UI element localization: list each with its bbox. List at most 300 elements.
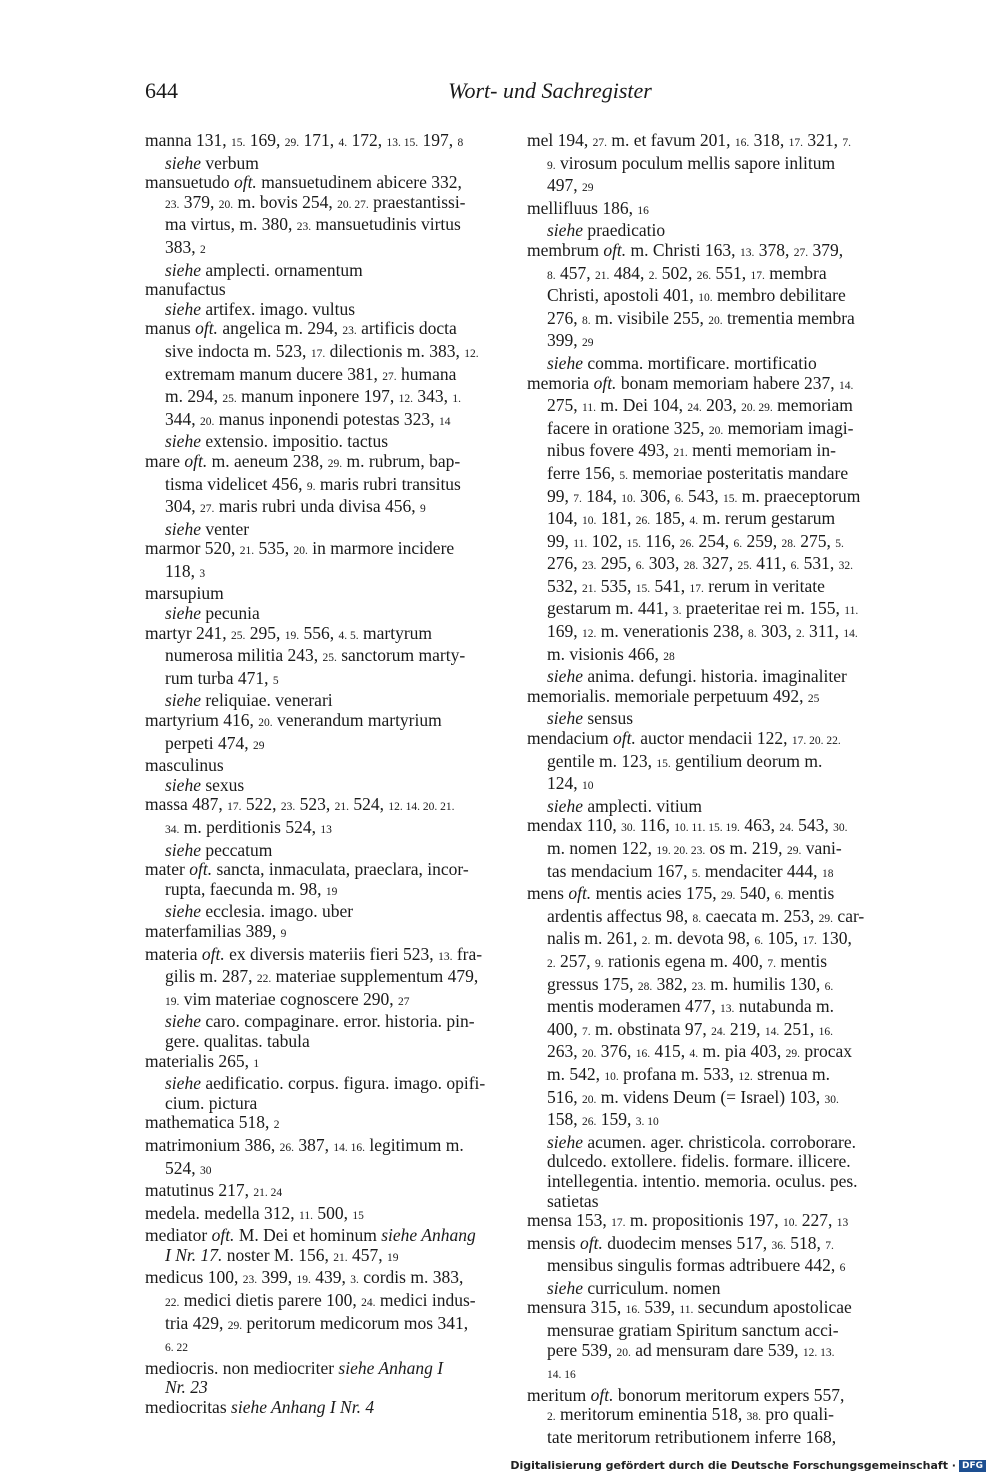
line-number-ref: 19. [165, 995, 180, 1008]
index-line [527, 464, 887, 487]
entry-text: vim materiae cognoscere 290, [179, 988, 399, 1009]
entry-text: mansuetudinis virtus [311, 214, 461, 235]
index-line [527, 622, 887, 645]
line-number-ref: 19 [325, 885, 338, 898]
line-number-ref: 20. [200, 415, 215, 428]
index-line [145, 776, 505, 796]
entry-text: 227, [797, 1210, 837, 1231]
line-number-ref: 13 [836, 1217, 849, 1230]
entry-text: 379, [179, 191, 219, 212]
index-line [145, 319, 505, 342]
line-number-ref: 5 [272, 674, 279, 687]
entry-text: sexus [200, 774, 245, 795]
line-number-ref: 13. 15. [386, 137, 419, 149]
line-number-ref: 10 [582, 780, 594, 793]
line-number-ref: 24. [779, 822, 794, 835]
index-column-left [145, 131, 505, 1418]
entry-text: sive indocta m. 523, [165, 340, 311, 361]
entry-text: amplecti. vitium [582, 795, 703, 816]
entry-text: mensibus singulis formas adtribuere 442, [547, 1255, 840, 1276]
entry-text: 275, [795, 530, 836, 551]
line-number-ref: 2. [641, 935, 651, 948]
line-number-ref: 7. [573, 492, 582, 505]
entry-text: membra [764, 262, 827, 283]
index-line [527, 331, 887, 354]
entry-text: ex diversis materiis fieri 523, [224, 943, 439, 964]
entry-text: 254, [694, 530, 734, 551]
entry-text: rerum in veritate [703, 575, 825, 596]
line-number-ref: 23. [342, 325, 357, 338]
entry-text: m. praeceptorum [737, 485, 861, 506]
italic-term: siehe [165, 774, 201, 795]
index-line [145, 1378, 505, 1398]
entry-text: 295, [596, 553, 636, 574]
entry-text: m. rerum gestarum [698, 508, 836, 529]
entry-text: 311, [804, 621, 844, 642]
line-number-ref: 8. [547, 269, 556, 282]
line-number-ref: 3 [199, 567, 206, 580]
entry-text: in marmore incidere [307, 538, 455, 559]
line-number-ref: 22. [256, 973, 272, 986]
entry-text: caecata m. 253, [701, 905, 819, 926]
index-line [527, 1192, 887, 1212]
line-number-ref: 21. [595, 269, 610, 282]
line-number-ref: 15. [626, 537, 641, 550]
index-line [145, 624, 505, 647]
line-number-ref: 22. [165, 1297, 180, 1310]
index-line [527, 554, 887, 577]
entry-text: sanctorum marty- [336, 645, 466, 666]
line-number-ref: 24. [361, 1297, 376, 1310]
index-line [527, 709, 887, 729]
line-number-ref: 11. [299, 1209, 313, 1222]
index-entry [527, 1211, 887, 1234]
line-number-ref: 29. [786, 845, 802, 857]
line-number-ref: 23. [165, 198, 180, 211]
line-number-ref: 23. [691, 980, 707, 993]
line-number-ref: 6. [733, 537, 743, 550]
italic-term: oft. [184, 450, 208, 471]
line-number-ref: 19. [296, 1274, 311, 1287]
line-number-ref: 34. [165, 824, 180, 836]
entry-text: 259, [742, 530, 782, 551]
italic-term: siehe [165, 1073, 201, 1094]
index-line [145, 280, 505, 300]
entry-text: memoriae posteritatis mandare [628, 462, 849, 483]
entry-text: 411, [751, 553, 791, 574]
entry-text: artifex. imago. vultus [200, 298, 356, 319]
index-line [527, 1133, 887, 1153]
line-number-ref: 30 [200, 1164, 212, 1177]
line-number-ref: 11. [679, 1304, 694, 1317]
index-line [527, 1088, 887, 1111]
index-line [145, 365, 505, 388]
entry-text: humana [396, 363, 457, 384]
entry-text: gestarum m. 441, [547, 598, 673, 619]
line-number-ref: 21. [333, 1251, 348, 1264]
line-number-ref: 14. [843, 628, 858, 641]
entry-text: 99, [547, 485, 574, 506]
index-line [145, 173, 505, 193]
entry-text: materia [145, 943, 202, 964]
line-number-ref: 9 [419, 503, 426, 516]
entry-text: 524, [349, 794, 389, 815]
line-number-ref: 17. [227, 801, 242, 814]
index-line [527, 577, 887, 600]
entry-text: legitimum m. [365, 1134, 464, 1155]
entry-text: m. visionis 466, [547, 643, 664, 664]
line-number-ref: 23. [242, 1274, 258, 1287]
line-number-ref: 12. [738, 1070, 753, 1083]
line-number-ref: 20. 27. [337, 198, 369, 211]
italic-term: siehe [165, 603, 201, 624]
index-line [527, 309, 887, 332]
entry-text: m. bovis 254, [233, 191, 338, 212]
line-number-ref: 27. [200, 503, 215, 516]
entry-text: ardentis affectus 98, [547, 905, 693, 926]
entry-text: Christi, apostoli 401, [547, 285, 699, 306]
entry-text: 502, [657, 262, 697, 283]
entry-text: procax [800, 1041, 852, 1062]
italic-term: oft. [603, 239, 627, 260]
line-number-ref: 6. [790, 560, 800, 573]
line-number-ref: 6. [774, 890, 784, 903]
index-line [527, 1428, 887, 1448]
entry-text: rupta, faecunda m. 98, [165, 878, 326, 899]
entry-text: 532, [547, 575, 582, 596]
running-title: Wort- und Sachregister [448, 78, 652, 103]
index-entry [527, 374, 887, 687]
entry-text: mel 194, [527, 130, 593, 150]
entry-text: 457, [347, 1244, 387, 1265]
index-line [527, 952, 887, 975]
index-line [527, 599, 887, 622]
line-number-ref: 10. [582, 515, 597, 528]
line-number-ref: 8. [582, 314, 591, 327]
entry-text: tate meritorum retributionem inferre 168, [547, 1427, 837, 1448]
index-line [145, 520, 505, 540]
line-number-ref: 28 [663, 650, 675, 663]
entry-text: pro quali- [761, 1404, 834, 1425]
entry-text: sancta, inmaculata, praeclara, incor- [212, 859, 469, 880]
entry-text: virosum poculum mellis sapore inlitum [555, 152, 836, 173]
index-line [145, 238, 505, 261]
entry-text: dilectionis m. 383, [325, 340, 465, 361]
entry-text: 303, [644, 553, 684, 574]
index-line [145, 756, 505, 776]
entry-text: 399, [257, 1267, 297, 1288]
entry-text: mellifluus 186, [527, 197, 638, 218]
entry-text: 535, [596, 575, 636, 596]
entry-text: m. humilis 130, [706, 973, 825, 994]
index-line [145, 432, 505, 452]
line-number-ref: 12. 14. 20. 21. [388, 801, 455, 814]
line-number-ref: 38. [746, 1411, 761, 1424]
line-number-ref: 27. [592, 137, 607, 149]
entry-text: 263, [547, 1041, 582, 1062]
index-entry [145, 1113, 505, 1136]
index-entry [145, 711, 505, 756]
entry-text: 116, [640, 530, 680, 551]
line-number-ref: 16. [734, 137, 750, 149]
entry-text: vani- [801, 838, 842, 858]
entry-text: profana m. 533, [618, 1063, 739, 1084]
entry-text: facere in oratione 325, [547, 417, 709, 438]
line-number-ref: 24. [711, 1025, 726, 1038]
line-number-ref: 5. [619, 469, 629, 482]
index-line [527, 752, 887, 775]
entry-text: martyr 241, [145, 622, 232, 643]
line-number-ref: 29 [582, 337, 594, 350]
line-number-ref: 10. [604, 1070, 619, 1083]
entry-text: m. venerationis 238, [596, 621, 749, 642]
line-number-ref: 28. [637, 980, 653, 993]
index-line [527, 509, 887, 532]
entry-text: strenua m. [752, 1063, 830, 1084]
index-line [145, 193, 505, 216]
index-entry [145, 452, 505, 539]
index-line [145, 1291, 505, 1314]
line-number-ref: 20. [582, 1048, 597, 1061]
entry-text: gere. qualitas. tabula [165, 1030, 310, 1051]
line-number-ref: 16 [637, 204, 649, 217]
entry-text: 382, [652, 973, 692, 994]
index-line [527, 884, 887, 907]
line-number-ref: 4. [338, 137, 348, 149]
italic-term: oft. [613, 728, 636, 749]
entry-text: praestantissi- [368, 191, 466, 212]
index-line [145, 342, 505, 365]
entry-text: extremam manum ducere 381, [165, 363, 383, 384]
entry-text: 169, [245, 130, 285, 150]
line-number-ref: 26. [279, 1141, 295, 1154]
entry-text: martyrum [358, 622, 433, 643]
line-number-ref: 14. 16. [333, 1141, 366, 1154]
index-line [145, 261, 505, 281]
index-entry [145, 131, 505, 173]
entry-text: 383, [165, 236, 200, 257]
index-entry [145, 1136, 505, 1181]
index-line [145, 734, 505, 757]
line-number-ref: 14. [839, 379, 854, 392]
line-number-ref: 8. [692, 912, 702, 925]
footer-credit-text: Digitalisierung gefördert durch die Deutsche Forschungsgemeinschaft · [510, 1459, 956, 1472]
line-number-ref: 3. [672, 605, 682, 618]
line-number-ref: 30. [621, 822, 636, 835]
index-line [145, 154, 505, 174]
entry-text: 516, [547, 1086, 582, 1107]
line-number-ref: 21. [582, 582, 597, 595]
entry-text: rationis egena m. 400, [603, 950, 768, 971]
index-entry [527, 131, 887, 199]
index-entry [145, 1204, 505, 1227]
entry-text: 500, [313, 1202, 353, 1223]
index-line [527, 1211, 887, 1234]
entry-text: 543, [683, 485, 723, 506]
index-line [527, 975, 887, 998]
line-number-ref: 6. [675, 492, 684, 505]
entry-text: mendax 110, [527, 815, 622, 836]
entry-text: peritorum medicorum mos 341, [242, 1312, 469, 1333]
italic-term: oft. [189, 859, 213, 880]
entry-text: m. propositionis 197, [625, 1210, 783, 1231]
entry-text: 276, [547, 307, 582, 328]
index-entry [145, 319, 505, 452]
line-number-ref: 26. [582, 1116, 597, 1129]
entry-text: 306, [635, 485, 675, 506]
line-number-ref: 2. [648, 269, 658, 282]
index-entry [145, 624, 505, 711]
entry-text: materiae supplementum 479, [271, 966, 479, 987]
entry-text: m. devota 98, [650, 928, 755, 949]
entry-text: membro debilitare [712, 285, 846, 306]
entry-text: auctor mendacii 122, [635, 728, 792, 749]
index-line [145, 669, 505, 692]
entry-text: ecclesia. imago. uber [200, 901, 354, 922]
entry-text: mensa 153, [527, 1210, 612, 1231]
entry-text: 378, [754, 239, 794, 260]
entry-text: m. nomen 122, [547, 838, 657, 858]
line-number-ref: 27. [382, 370, 397, 383]
index-line [527, 176, 887, 199]
entry-text: anima. defungi. historia. imaginaliter [582, 666, 847, 687]
italic-term: siehe [165, 431, 201, 452]
index-entry [527, 816, 887, 884]
entry-text: 159, [596, 1109, 636, 1130]
entry-text: m. obstinata 97, [590, 1018, 712, 1039]
entry-text: 463, [739, 815, 780, 836]
entry-text: praeteritae rei m. 155, [681, 598, 845, 619]
entry-text: 118, [165, 560, 200, 581]
entry-text: peccatum [200, 839, 273, 860]
index-column-right [527, 131, 887, 1448]
entry-text: 457, [555, 262, 595, 283]
entry-text: 439, [310, 1267, 351, 1288]
entry-text: cordis m. 383, [358, 1267, 464, 1288]
italic-term: Nr. 23 [165, 1377, 208, 1398]
entry-text: m. 542, [547, 1063, 605, 1084]
index-line [527, 645, 887, 668]
line-number-ref: 29 [252, 739, 265, 752]
entry-text: m. 294, [165, 386, 223, 407]
entry-text: sensus [582, 708, 634, 729]
line-number-ref: 19 [386, 1251, 399, 1264]
entry-text: 124, [547, 773, 582, 794]
entry-text: 303, [756, 621, 797, 642]
index-entry [527, 884, 887, 1211]
entry-text: mediocritas [145, 1397, 232, 1418]
line-number-ref: 5. [835, 537, 844, 550]
entry-text: mensis [527, 1232, 580, 1253]
entry-text: 523, [295, 794, 335, 815]
entry-text: gentile m. 123, [547, 750, 657, 771]
entry-text: acumen. ager. christicola. corroborare. [582, 1131, 857, 1152]
line-number-ref: 30. [824, 1093, 839, 1106]
line-number-ref: 3. [350, 1274, 359, 1287]
entry-text: m. visibile 255, [590, 307, 709, 328]
entry-text: memoriam imagi- [723, 417, 854, 438]
entry-text: m. aeneum 238, [207, 450, 328, 471]
italic-term: siehe [547, 352, 583, 373]
line-number-ref: 14. [764, 1025, 780, 1038]
line-number-ref: 21. [673, 447, 688, 460]
index-line [527, 532, 887, 555]
index-line [527, 1363, 887, 1386]
entry-text: maris rubri unda divisa 456, [214, 496, 420, 517]
index-line [527, 997, 887, 1020]
index-entry [145, 1052, 505, 1114]
italic-term: I Nr. 17. [165, 1244, 223, 1265]
entry-text: 276, [547, 553, 582, 574]
italic-term: siehe [165, 152, 201, 173]
entry-text: venerandum martyrium [272, 710, 442, 731]
entry-text: perpeti 474, [165, 732, 253, 753]
entry-text: 99, [547, 530, 574, 551]
line-number-ref: 30. [833, 822, 848, 835]
entry-text: mens [527, 883, 569, 904]
index-entry [527, 687, 887, 729]
index-line [527, 1042, 887, 1065]
index-line [527, 221, 887, 241]
line-number-ref: 17. [689, 582, 704, 595]
entry-text: car- [833, 905, 865, 926]
line-number-ref: 17. 20. 22. [791, 735, 841, 748]
entry-text: 551, [711, 262, 751, 283]
italic-term: siehe [165, 690, 201, 711]
entry-text: martyrium 416, [145, 710, 259, 731]
line-number-ref: 23. [296, 221, 312, 234]
entry-text: medela. medella 312, [145, 1202, 300, 1223]
line-number-ref: 26. [696, 269, 712, 282]
index-line [145, 1246, 505, 1269]
index-line [527, 839, 887, 862]
line-number-ref: 9. [547, 159, 556, 172]
index-line [145, 1314, 505, 1337]
entry-text: 172, [347, 130, 387, 150]
index-entry [145, 1359, 505, 1398]
index-line [527, 1321, 887, 1341]
line-number-ref: 20. [293, 545, 308, 558]
line-number-ref: 20. [616, 1346, 631, 1359]
line-number-ref: 2. [796, 628, 805, 641]
index-line [527, 1152, 887, 1172]
entry-text: 158, [547, 1109, 582, 1130]
index-line [145, 841, 505, 861]
line-number-ref: 15. [656, 757, 671, 770]
entry-text: gentilium deorum m. [670, 750, 823, 771]
entry-text: noster M. 156, [222, 1244, 334, 1265]
line-number-ref: 25. [322, 652, 337, 665]
index-line [145, 1226, 505, 1246]
entry-text: 387, [294, 1134, 334, 1155]
entry-text: 295, [245, 622, 285, 643]
entry-text: m. Christi 163, [626, 239, 740, 260]
italic-term: oft. [593, 372, 617, 393]
line-number-ref: 20. [218, 198, 234, 211]
entry-text: meritorum eminentia 518, [555, 1404, 747, 1425]
line-number-ref: 5. [691, 867, 701, 880]
line-number-ref: 29. [327, 457, 343, 470]
entry-text: 184, [581, 485, 622, 506]
entry-text: secundum apostolicae [693, 1297, 852, 1318]
entry-text: manus inponendi potestas 323, [214, 408, 439, 429]
index-entry [527, 241, 887, 374]
entry-text: mansuetudinem abicere 332, [256, 172, 462, 193]
italic-term: oft. [233, 172, 257, 193]
entry-text: dulcedo. extollere. fidelis. formare. illicere. [547, 1151, 851, 1172]
index-line [145, 1398, 505, 1418]
line-number-ref: 12. 13. [802, 1346, 835, 1359]
